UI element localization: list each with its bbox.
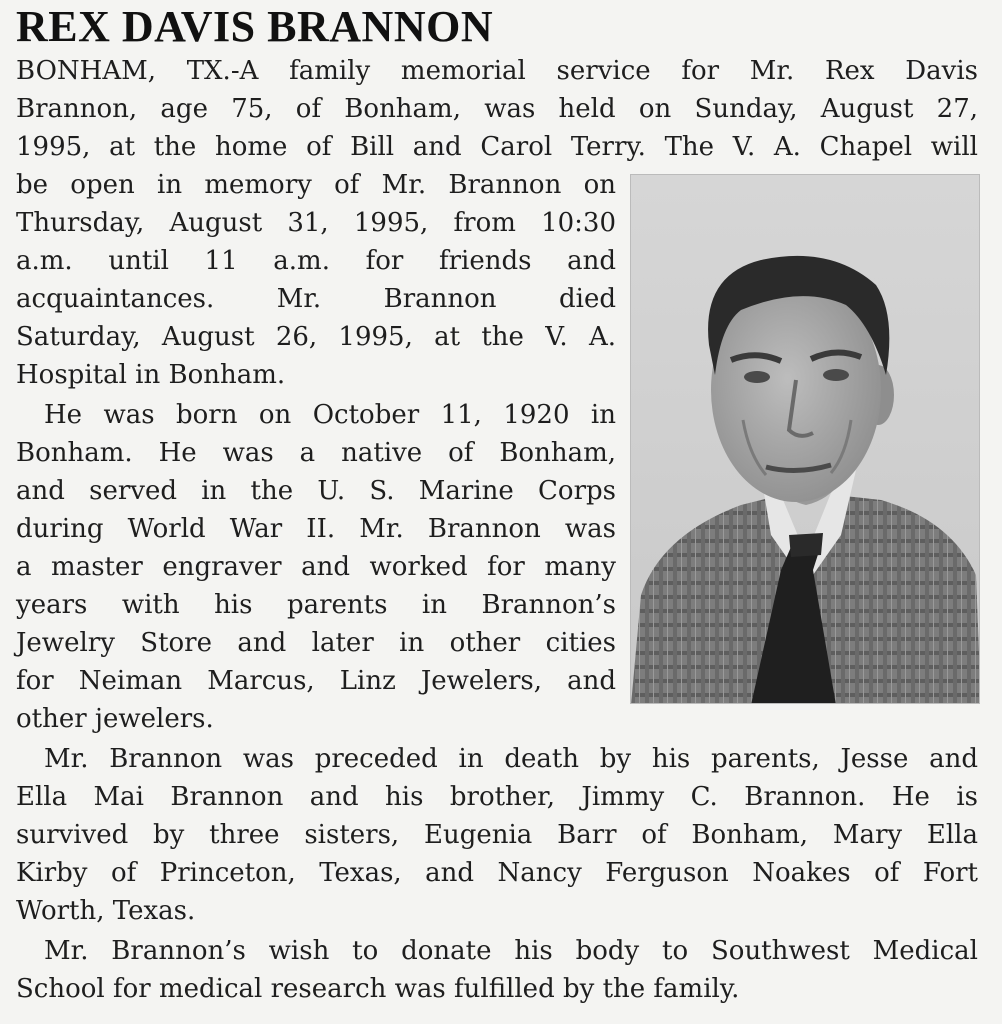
text-line: Worth, Texas. bbox=[16, 896, 196, 926]
text-line: He was born on October 11, 1920 in bbox=[44, 400, 616, 430]
text-line: Brannon, age 75, of Bonham, was held on Sunday, August 27, bbox=[16, 94, 978, 124]
text-line: for Neiman Marcus, Linz Jewelers, and bbox=[16, 666, 616, 696]
text-line: BONHAM, TX.-A family memorial service for Mr. Rex Davis bbox=[16, 56, 978, 86]
text-line: a.m. until 11 a.m. for friends and bbox=[16, 246, 616, 276]
text-line: a master engraver and worked for many bbox=[16, 552, 616, 582]
text-line: survived by three sisters, Eugenia Barr of Bonham, Mary Ella bbox=[16, 820, 978, 850]
text-line: years with his parents in Brannon’s bbox=[16, 590, 616, 620]
text-line: Mr. Brannon was preceded in death by his parents, Jesse and bbox=[44, 744, 978, 774]
text-line: Hospital in Bonham. bbox=[16, 360, 286, 390]
text-line: acquaintances. Mr. Brannon died bbox=[16, 284, 616, 314]
text-line: Saturday, August 26, 1995, at the V. A. bbox=[16, 322, 616, 352]
portrait-photo bbox=[630, 174, 980, 704]
text-line: Ella Mai Brannon and his brother, Jimmy C. Brannon. He is bbox=[16, 782, 978, 812]
text-line: during World War II. Mr. Brannon was bbox=[16, 514, 616, 544]
portrait-illustration bbox=[631, 175, 980, 704]
text-line: and served in the U. S. Marine Corps bbox=[16, 476, 616, 506]
text-line: Mr. Brannon’s wish to donate his body to Southwest Medical bbox=[44, 936, 978, 966]
text-line: Kirby of Princeton, Texas, and Nancy Ferguson Noakes of Fort bbox=[16, 858, 978, 888]
text-line: 1995, at the home of Bill and Carol Terry. The V. A. Chapel will bbox=[16, 132, 978, 162]
text-line: Jewelry Store and later in other cities bbox=[16, 628, 616, 658]
text-line: other jewelers. bbox=[16, 704, 214, 734]
text-line: School for medical research was fulfilled by the family. bbox=[16, 974, 740, 1004]
text-line: be open in memory of Mr. Brannon on bbox=[16, 170, 616, 200]
text-line: Thursday, August 31, 1995, from 10:30 bbox=[16, 208, 616, 238]
obituary-headline: REX DAVIS BRANNON bbox=[16, 2, 494, 51]
text-line: Bonham. He was a native of Bonham, bbox=[16, 438, 616, 468]
